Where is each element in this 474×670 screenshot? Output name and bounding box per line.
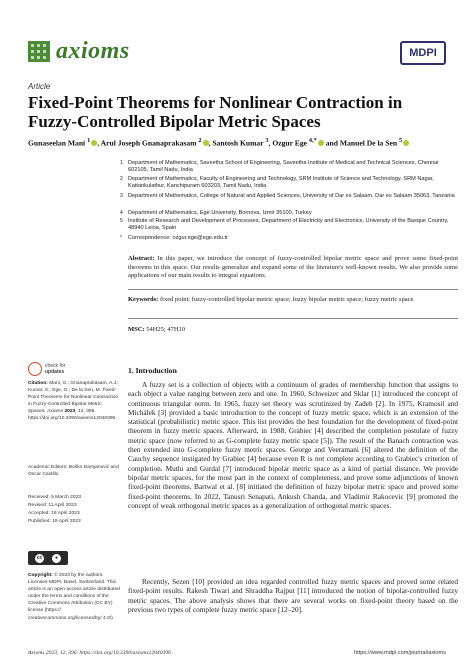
citation-doi-link[interactable]: , 12, 396. https://doi.org/10.3390/axioms12040396 bbox=[28, 409, 116, 422]
academic-editors: Academic Editors: Boško Damjanović and Oscar Castillo bbox=[28, 465, 119, 478]
cc-by-license-icon[interactable]: cc ● bbox=[28, 551, 68, 565]
check-for-updates-link[interactable]: check for updates bbox=[45, 363, 66, 375]
citation-label: Citation: bbox=[28, 381, 48, 386]
abstract bbox=[128, 255, 458, 281]
divider bbox=[128, 318, 458, 319]
published-date: Published: 19 April 2023 bbox=[28, 519, 81, 524]
orcid-icon[interactable] bbox=[91, 140, 97, 146]
intro-paragraph-2: Recently, Sezen [10] provided an idea regarded controlled fuzzy metric spaces and proved some related fixed-point results. Rakesh Tiwari and Shraddha Rajput [11] introduced the notion of bipolar-controlled fuzzy metric spaces. The above analysis shows that there are several works on fixed-point theory based on the previous two types of complete fuzzy metric space [12–20]. bbox=[128, 577, 458, 614]
intro-paragraph-1: A fuzzy set is a collection of objects with a continuum of grades of membership function that assigns to each object a value ranging between zero and one. In 1960, Schweizer and Sklar [1] introduced the concept of continuous triangular norm. In 1965, fuzzy set theory was scrutinized by Zadeh [2]. In 1975, Kramosil and Michálek [3] provided a basic introduction to the concept of fuzzy metric space, which is an extension of the statistical (probabilistic) metric space. This list provides the best foundation for the development of fixed-point theorem in fuzzy metric spaces. Afterward, in 1988, Grabiec [4] described the completion postulate of fuzzy metric space (now referred to as G-complete fuzzy metric space [5]). The result of the Banach contraction was then extended into G-complete fuzzy metric spaces. George and Veeramani [6] altered the definition of the Cauchy sequence instigated by Grabiec [4] because even R is not complete according to Grabiec's criterion of completion. Mutlu and Gurdal [7] introduced bipolar metric space as a kind of partial distance. We provide bipolar metric spaces, for the most part in the context of completeness, and prove some adjunctions of known fixed-point theorems. Bartwal et al. [8] initiated the definition of fuzzy bipolar metric space and proved some fixed-point theorems. In 2022, Tanusri Senapati, Ankush Chanda, and Vladimir Rakocevic [9] promoted the concept of weak orthogonal metric spaces as a generalization of orthogonal metric spaces. bbox=[128, 380, 458, 510]
author-affiliation-mark: 3 bbox=[265, 137, 269, 144]
copyright-label: Copyright: bbox=[28, 573, 53, 578]
affiliation: 3 Department of Mathematics, College of Natural and Applied Sciences, University of Dar es Salaam, Dar es Salaam 35063, Tanzania bbox=[120, 193, 455, 199]
copyright-text: © 2023 by the authors. Licensee MDPI, Basel, Switzerland. This article is an open access article distributed under the terms and conditions of the Creative Commons Attribution (CC BY) license (https:// creativecommons.org/licenses/by/ 4.0/). bbox=[28, 573, 120, 621]
author-affiliation-mark: 4,* bbox=[308, 137, 317, 144]
msc bbox=[128, 326, 458, 335]
affiliation: 2 Department of Mathematics, Faculty of Engineering and Technology, SRM Institute of Science and Technology, SRM Nagar, Kattankulathur, Kanchipuram 603203, Tamil Nadu, India bbox=[120, 176, 434, 190]
affiliation: 1 Department of Mathematics, Saveetha School of Engineering, Saveetha Institute of Medical and Technical Sciences, Chennai 602105, Tamil Nadu, India bbox=[120, 160, 439, 174]
orcid-icon[interactable] bbox=[403, 140, 409, 146]
affiliation: 4 Department of Mathematics, Ege University, Bornova, Izmir 35100, Turkey bbox=[120, 210, 312, 216]
author-joiner: and bbox=[325, 138, 338, 148]
author-name: Gunaseelan Mani bbox=[28, 138, 86, 148]
abstract-text: In this paper, we introduce the concept of fuzzy-controlled bipolar metric space and prove some fixed-point theorems in this space. Our results generalize and expand some of the literature's well-known results. We also provide some applications of our main results to integral equations. bbox=[128, 255, 459, 280]
author-affiliation-mark: 1 bbox=[87, 137, 91, 144]
revised-date: Revised: 11 April 2023 bbox=[28, 503, 77, 508]
msc-text: 54H25; 47H10 bbox=[146, 326, 186, 333]
author-list: Gunaseelan Mani $^1$ , Arul Joseph Gnanaprakasam $^2$ , Santosh Kumar $^3$, Ozgur Ege $^{4,*}$ and Manuel De la Sen $^5$ bbox=[28, 136, 458, 149]
msc-label: MSC: bbox=[128, 326, 145, 333]
orcid-icon[interactable] bbox=[203, 140, 209, 146]
keywords bbox=[128, 296, 458, 305]
citation-journal: Axioms bbox=[47, 409, 64, 415]
author-affiliation-mark: 5 bbox=[398, 137, 403, 144]
received-date: Received: 5 March 2023 bbox=[28, 495, 82, 500]
citation-text: Mani, G.; Gnanaprakasam, A.J.; Kumar, S.; Ege, O.; De la Sen, M. Fixed-Point Theorems for Nonlinear Contraction in Fuzzy-Controlled Bipolar Metric Spaces. bbox=[28, 381, 119, 415]
accepted-date: Accepted: 18 April 2023 bbox=[28, 511, 80, 516]
keywords-label: Keywords: bbox=[128, 296, 159, 303]
citation-year: 2023 bbox=[64, 409, 76, 415]
author-name: Ozgur Ege bbox=[272, 138, 308, 148]
footer-citation[interactable]: Axioms 2023, 12, 396. https://doi.org/10.3390/axioms12040396 bbox=[28, 650, 171, 656]
section-heading: 1. Introduction bbox=[128, 366, 177, 375]
abstract-label: Abstract: bbox=[128, 255, 155, 262]
footer-journal-link[interactable]: https://www.mdpi.com/journal/axioms bbox=[353, 650, 446, 656]
check-for-updates-icon[interactable] bbox=[28, 362, 42, 376]
author-affiliation-mark: 2 bbox=[198, 137, 202, 144]
author-name: Santosh Kumar bbox=[212, 138, 264, 148]
journal-logo-icon bbox=[28, 41, 50, 62]
article-type: Article bbox=[28, 82, 51, 91]
author-name: Arul Joseph Gnanaprakasam bbox=[100, 138, 197, 148]
copyright bbox=[28, 572, 120, 622]
citation bbox=[28, 380, 120, 423]
divider bbox=[128, 289, 458, 290]
orcid-icon[interactable] bbox=[318, 140, 324, 146]
publisher-logo: MDPI bbox=[400, 41, 446, 65]
affiliation: 5 Institute of Research and Development of Processes, Department of Electricity and Electronics, University of the Basque Country, 48940 Leioa, Spain bbox=[120, 218, 449, 232]
correspondence: * Correspondence: ozgur.ege@ege.edu.tr bbox=[120, 235, 228, 241]
paper-title: Fixed-Point Theorems for Nonlinear Contraction in Fuzzy-Controlled Bipolar Metric Spaces bbox=[28, 93, 403, 131]
journal-name: axioms bbox=[56, 38, 130, 64]
author-name: Manuel De la Sen bbox=[339, 138, 398, 148]
keywords-text: fixed point; fuzzy-controlled bipolar metric space; fuzzy bipolar metric space; fuzzy metric space bbox=[159, 296, 414, 303]
